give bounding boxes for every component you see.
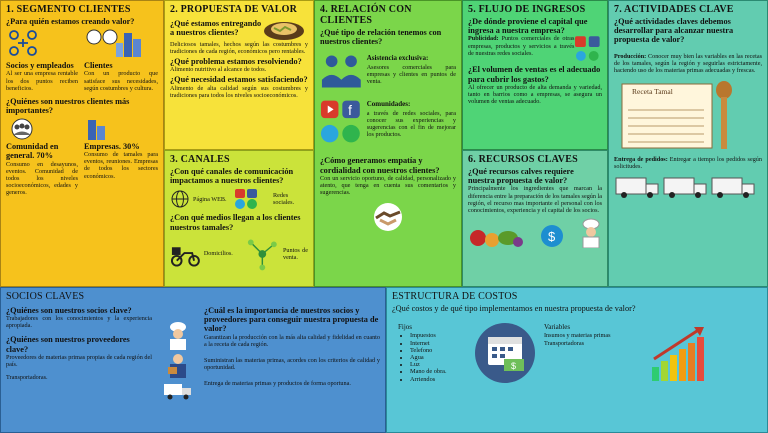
- delivery-trucks-icon: [614, 174, 762, 200]
- fixed-cost-item: • Mano de obra.: [410, 368, 466, 375]
- activities-title: 7. ACTIVIDADES CLAVE: [614, 4, 734, 15]
- chef-worker-icon: [167, 322, 189, 350]
- sale-points-label: Puntos de venta.: [282, 246, 308, 261]
- social-media-icons: [234, 188, 270, 210]
- cost-structure-panel: [386, 287, 768, 433]
- fixed-cost-item: • Agua: [410, 354, 466, 361]
- fixed-cost-item: • Impuestos: [410, 332, 466, 339]
- partners-block: [6, 29, 78, 91]
- resources-question-1: ¿Qué recursos calves requiere nuestra propuesta de valor?: [468, 167, 574, 186]
- advertising-heading: Publicidad:: [468, 35, 499, 43]
- revenue-title: 5. FLUJO DE INGRESOS: [468, 4, 586, 15]
- globe-icon: [170, 189, 190, 209]
- clients-block: [84, 29, 158, 91]
- chef-icon: [580, 218, 602, 248]
- production-heading: Producción:: [614, 52, 647, 60]
- costs-question-1: ¿Qué costos y de qué tipo implementamos en nuestra propuesta de valor?: [392, 304, 636, 313]
- value-answer-3: Alimento de alta calidad según sus costumbres y tradiciones para todos los niveles socioeconómicos.: [170, 84, 308, 99]
- communities-text: a través de redes sociales, para conocer sus experiencias y sugerencias con el fin de mejorar los productos.: [366, 109, 456, 138]
- social-icons-small: [574, 35, 602, 63]
- partners-reason-1: Garantizan la producción con la más alta calidad y fidelidad en cuanto a la receta de cada región.: [204, 333, 380, 348]
- channels-question-2: ¿Con qué medios llegan a los clientes nuestros tamales?: [170, 213, 301, 232]
- partners-reason-3: Entrega de materias primas y productos de forma oportuna.: [204, 379, 351, 387]
- value-proposition-panel: [164, 0, 314, 150]
- channels-panel: [164, 150, 314, 287]
- fixed-cost-item: • Luz: [410, 361, 466, 368]
- handshake-icon: [370, 202, 406, 232]
- delivery-heading: Entrega de pedidos:: [614, 155, 668, 163]
- partners-text: Al ser una empresa rentable los dos puntos reciben beneficios.: [6, 70, 78, 92]
- team-icon: [6, 29, 40, 59]
- resources-answer-1: Principalmente los ingredientes que marcan la diferencia entre la preparación de los tamales según la región, el recurso mas importante el personal con los conocimientos, experiencia y el capital de los socios.: [468, 185, 602, 214]
- value-question-3: ¿Qué necesidad estamos satisfaciendo?: [170, 75, 308, 85]
- community-heading: Comunidad en general. 70%: [6, 142, 59, 161]
- fixed-costs-title: Fijos: [398, 323, 413, 332]
- recipe-card: [620, 80, 738, 152]
- value-title: 2. PROPUESTA DE VALOR: [170, 4, 298, 15]
- svg-text:f: f: [348, 103, 352, 119]
- value-question-2: ¿Qué problema estamos resolviendo?: [170, 57, 302, 67]
- web-page-label: Página WEB.: [193, 195, 227, 203]
- recipe-title: Receta Tamal: [632, 86, 673, 96]
- tamal-dish-icon: [262, 17, 306, 41]
- value-answer-1: Deliciosos tamales, hechos según las costumbres y tradiciones de cada región, económicos pero rentables.: [170, 41, 308, 56]
- fixed-cost-item: • Internet: [410, 340, 466, 347]
- partners-heading: Socios y empleados: [6, 61, 74, 71]
- supplier-worker-icon: [166, 353, 190, 379]
- points-of-sale-icon: [245, 236, 280, 272]
- partners-answer-3: Transportadoras.: [6, 373, 48, 381]
- relations-answer-2: Con un servicio oportuno, de calidad, personalizado y atento, que tenga en cuenta sus comentarios y sugerencias.: [320, 174, 456, 196]
- key-partners-panel: [0, 287, 386, 433]
- community-text: Consumo en desayunos, eventos. Comunidad de todos los niveles socioeconómicos, edades y generos.: [6, 160, 78, 196]
- advertising-text: Puntos comerciales de otras empresas, productos y servicios a través de nuestras redes sociales.: [468, 35, 575, 57]
- channels-title: 3. CANALES: [170, 154, 230, 165]
- clients-text: Con un producto que satisface sus necesidades, según costumbres y cultura.: [84, 70, 158, 92]
- channels-question-1: ¿Con qué canales de comunicación impactamos a nuestros clientes?: [170, 167, 294, 186]
- partners-question-3: ¿Cuál es la importancia de nuestros socios y proveedores para conseguir nuestra propuesta de valor?: [204, 306, 379, 334]
- delivery-motorbike-icon: [170, 241, 201, 267]
- social-network-icons: [320, 98, 363, 146]
- social-label: Redes sociales.: [273, 192, 295, 207]
- resources-title: 6. RECURSOS CLAVES: [468, 154, 578, 165]
- community-icon: [6, 118, 38, 140]
- partners-title: SOCIOS CLAVES: [6, 291, 85, 302]
- revenue-answer-2: Al ofrecer un producto de alta demanda y variedad, tanto en barrios como a empresas, se asegura un volumen de ventas adecuado.: [468, 83, 602, 105]
- variable-costs-text: Insumos y materias primas Transportadoras: [544, 332, 611, 347]
- revenue-question-2: ¿El volumen de ventas es el adecuado para cubrir los gastos?: [468, 65, 601, 84]
- fixed-cost-item: • Telefono: [410, 347, 466, 354]
- companies-text: Consumo de tamales para eventos, reuniones. Empresas de todos los sectores económicos.: [84, 151, 158, 180]
- value-question-1: ¿Qué estamos entregando a nuestros clientes?: [170, 19, 262, 38]
- value-answer-2: Alimento nutritivo al alcance de todos.: [170, 66, 267, 74]
- key-activities-panel: [608, 0, 768, 287]
- advisors-people-icon: [320, 52, 363, 90]
- revenue-question-1: ¿De dónde proviene el capital que ingresa a nuestra empresa?: [468, 17, 588, 36]
- home-delivery-label: Domicilios.: [203, 250, 233, 258]
- growth-bar-chart-icon: [648, 321, 712, 385]
- relations-question-2: ¿Cómo generamos empatía y cordialidad con nuestros clientes?: [320, 156, 440, 175]
- revenue-streams-panel: [462, 0, 608, 150]
- clients-city-icon: [84, 29, 144, 59]
- production-text: Conocer muy bien las variables en las recetas de los tamales, según la región y seguirlas estrictamente, haciendo uso de los materias primas adecuadas y frescas.: [614, 52, 762, 74]
- relations-title: 4. RELACIÓN CON CLIENTES: [320, 4, 412, 26]
- transport-truck-icon: [163, 382, 193, 400]
- activities-question-1: ¿Qué actividades claves debemos desarrollar para alcanzar nuestra propuesta de valor?: [614, 17, 734, 45]
- delivery-text: Entregar a tiempo los pedidos según solicitudes.: [614, 155, 762, 170]
- segment-title: 1. SEGMENTO CLIENTES: [6, 4, 131, 15]
- calendar-money-icon: [474, 321, 536, 385]
- community-block: [6, 118, 78, 196]
- segment-clients-panel: [0, 0, 164, 287]
- segment-question-1: ¿Para quién estamos creando valor?: [6, 17, 135, 26]
- companies-block: [84, 118, 158, 196]
- clients-heading: Clientes: [84, 61, 113, 71]
- partners-answer-1: Trabajadores con los conocimientos y la experiencia apropiada.: [6, 315, 152, 330]
- fixed-cost-item: • Arriendos: [410, 376, 466, 383]
- companies-heading: Empresas. 30%: [84, 142, 140, 152]
- vegetables-icon: [468, 222, 524, 248]
- segment-question-2: ¿Quiénes son nuestros clientes más importantes?: [6, 96, 130, 115]
- exclusive-assist-heading: Asistencia exclusiva:: [366, 54, 429, 63]
- fixed-costs-list: [410, 332, 466, 382]
- key-resources-panel: [462, 150, 608, 287]
- money-exchange-icon: [540, 224, 564, 248]
- exclusive-assist-text: Asesores comerciales para empresas y clientes en puntos de venta.: [366, 63, 456, 85]
- relations-question-1: ¿Qué tipo de relación tenemos con nuestros clientes?: [320, 28, 442, 47]
- partners-answer-2: Proveedores de materias primas propias de cada región del país.: [6, 353, 152, 368]
- communities-heading: Comunidades:: [366, 100, 411, 109]
- companies-building-icon: [84, 118, 108, 140]
- variable-costs-title: Variables: [544, 323, 571, 332]
- partners-question-2: ¿Quiénes son nuestros proveedores clave?: [6, 335, 130, 354]
- costs-title: ESTRUCTURA DE COSTOS: [392, 291, 518, 302]
- customer-relations-panel: [314, 0, 462, 287]
- partners-question-1: ¿Quiénes son nuestros socios clave?: [6, 306, 132, 315]
- svg-text:$: $: [548, 228, 556, 244]
- partners-reason-2: Suministran las materias primas, acordes con los criterios de calidad y oportunidad.: [204, 356, 380, 371]
- svg-text:$: $: [511, 361, 517, 372]
